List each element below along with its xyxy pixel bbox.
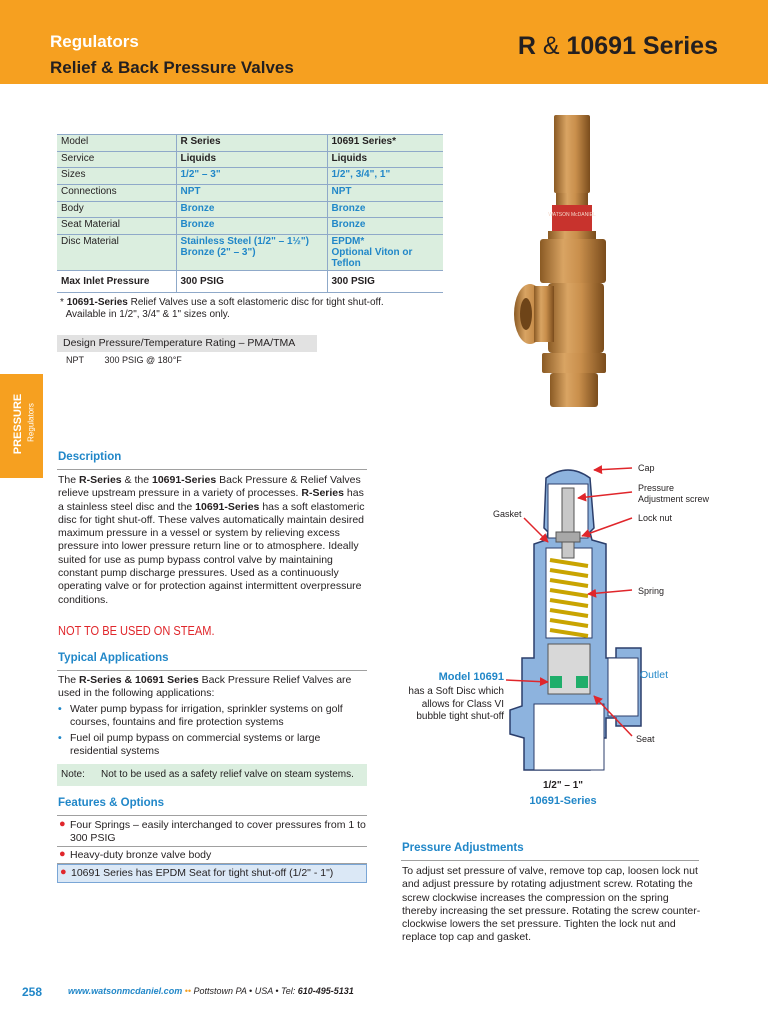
cell-line: Optional Viton or Teflon — [331, 247, 413, 270]
adjustments-text: To adjust set pressure of valve, remove top cap, loosen lock nut and adjust pressure by rotating adjustment screw. Rotating the screw clockwise increases the compression on the spring thereby increasing the set pressure. Rotating the screw counter-clockwise lowers the set pressure. Tighten the lock nut and replace top cap and gasket. — [402, 865, 701, 944]
bullet-icon: ● — [59, 818, 66, 830]
table-cell: 300 PSIG — [327, 271, 443, 293]
footer-address: Pottstown PA • USA • Tel: — [191, 986, 298, 996]
adjustments-heading: Pressure Adjustments — [402, 842, 524, 854]
table-cell: Bronze — [176, 201, 327, 218]
table-row — [57, 168, 443, 185]
table-cell: 10691 Series* — [327, 135, 443, 152]
applications-heading: Typical Applications — [58, 652, 169, 664]
table-cell: Bronze — [176, 218, 327, 235]
website-link[interactable]: www.watsonmcdaniel.com — [68, 986, 183, 996]
feature-item — [57, 847, 367, 864]
note-text: Not to be used as a safety relief valve on steam systems. — [101, 769, 354, 780]
table-cell: Liquids — [176, 151, 327, 168]
list-item-text: Fuel oil pump bypass on commercial systems or large residential systems — [70, 732, 321, 758]
model-description: has a Soft Disc which allows for Class VI bubble tight shut-off — [408, 686, 504, 722]
category-title: Regulators — [50, 32, 139, 51]
divider — [57, 815, 367, 816]
table-cell: Seat Material — [57, 218, 176, 235]
table-cell: NPT — [327, 185, 443, 202]
photo-label: WATSON McDANIEL — [548, 212, 596, 218]
feature-item — [57, 817, 367, 847]
applications-intro — [58, 674, 368, 701]
page-number: 258 — [22, 985, 43, 999]
bullet-icon: ● — [60, 866, 67, 878]
table-cell: Bronze — [327, 218, 443, 235]
table-row — [57, 218, 443, 235]
spec-footnote — [60, 297, 420, 321]
divider — [57, 469, 367, 470]
table-row — [57, 201, 443, 218]
text-run: Back Pressure & Relief Valves relieve upstream pressure in a variety of processes. — [58, 474, 361, 500]
feature-text: Heavy-duty bronze valve body — [70, 849, 212, 861]
footnote-bold: 10691-Series — [66, 297, 128, 308]
table-cell: Model — [57, 135, 176, 152]
valve-photo — [508, 110, 638, 412]
text-bold: R-Series & 10691 Series — [79, 674, 199, 686]
table-row — [57, 151, 443, 168]
lock-nut — [556, 532, 580, 542]
table-cell: 1/2" – 3" — [176, 168, 327, 185]
table-cell: Sizes — [57, 168, 176, 185]
model-title: Model 10691 — [438, 671, 504, 683]
label-line: Pressure — [638, 483, 675, 493]
text-bold: 10691-Series — [151, 474, 217, 486]
diagram-series: 10691-Series — [529, 795, 597, 807]
footnote-text: Relief Valves use a soft elastomeric disc for tight shut-off. — [127, 297, 384, 308]
text-run: has a stainless steel disc and the — [58, 487, 364, 513]
features-heading: Features & Options — [58, 797, 165, 809]
table-cell — [176, 235, 327, 271]
table-cell: NPT — [176, 185, 327, 202]
design-connection: NPT — [66, 355, 84, 365]
series-amp: & — [542, 32, 560, 60]
table-cell: 1/2", 3/4", 1" — [327, 168, 443, 185]
steam-warning: NOT TO BE USED ON STEAM. — [58, 623, 215, 638]
list-item — [58, 732, 358, 759]
text-run: & the — [121, 474, 152, 486]
footnote-line2: Available in 1/2", 3/4" & 1" sizes only. — [65, 309, 230, 320]
footer — [68, 986, 354, 996]
label-outlet: Outlet — [640, 669, 669, 681]
list-item — [58, 703, 358, 730]
label-spring: Spring — [638, 586, 665, 596]
note-bar — [57, 764, 367, 786]
description-text — [58, 474, 368, 607]
text-run: has a soft elastomeric disc for tight shut-off. These valves automatically maintain desired maximum pressure in a vessel or system by relieving excess pressure into lower pressure return line or to atmosphere. Ideally suited for use as pump bypass control valve by maintaining constant pump discharge pressures. Used as a continuously operating valve or for protection against intermittent overpressure conditions. — [58, 500, 365, 606]
description-heading: Description — [58, 451, 122, 463]
table-cell: Service — [57, 151, 176, 168]
list-item-text: Water pump bypass for irrigation, sprinkler systems on golf courses, fountains and fire protection systems — [70, 703, 343, 729]
series-title — [518, 32, 718, 61]
table-cell: Disc Material — [57, 235, 176, 271]
design-rating-row — [66, 355, 182, 365]
label-gasket: Gasket — [493, 509, 522, 519]
header-band — [0, 0, 768, 84]
note-label: Note: — [61, 769, 85, 780]
text-run: Back Pressure Relief Valves are used in the following applications: — [58, 674, 352, 700]
feature-item-highlighted — [57, 864, 367, 883]
table-row — [57, 271, 443, 293]
soft-disc — [550, 676, 562, 688]
section-tab-sub: Regulators — [26, 403, 36, 442]
label-seat: Seat — [636, 734, 655, 744]
divider — [57, 670, 367, 671]
page-subtitle: Relief & Back Pressure Valves — [50, 58, 294, 77]
feature-text: 10691 Series has EPDM Seat for tight shut-off (1/2" - 1") — [71, 867, 334, 879]
adjustment-screw — [562, 488, 574, 558]
design-rating-title: Design Pressure/Temperature Rating – PMA/TMA — [57, 335, 317, 352]
diagram-size: 1/2" – 1" — [542, 780, 584, 791]
series-r: R — [517, 32, 536, 60]
text-bold: 10691-Series — [195, 500, 260, 513]
table-row — [57, 235, 443, 271]
table-cell: Liquids — [327, 151, 443, 168]
table-row — [57, 185, 443, 202]
table-cell: Connections — [57, 185, 176, 202]
text-bold: R-Series — [79, 474, 122, 486]
table-cell: Max Inlet Pressure — [57, 271, 176, 293]
feature-text: Four Springs – easily interchanged to cover pressures from 1 to 300 PSIG — [70, 819, 366, 844]
table-cell: Body — [57, 201, 176, 218]
table-row — [57, 135, 443, 152]
section-tab[interactable] — [0, 374, 43, 478]
table-cell — [327, 235, 443, 271]
cell-line: Bronze (2" – 3") — [180, 247, 256, 259]
footnote-star: * — [60, 297, 64, 308]
section-tab-main: PRESSURE — [12, 393, 24, 455]
table-cell: Bronze — [327, 201, 443, 218]
text-run: The — [58, 674, 80, 686]
spec-table — [57, 134, 443, 293]
table-cell: R Series — [176, 135, 327, 152]
bullet-icon: • — [58, 732, 62, 744]
footer-phone: 610-495-5131 — [297, 986, 354, 996]
label-adjustment-screw — [638, 483, 709, 504]
footer-dots: •• — [184, 986, 192, 996]
bullet-icon: • — [58, 703, 62, 715]
text-bold: R-Series — [301, 487, 344, 500]
table-cell: 300 PSIG — [176, 271, 327, 293]
label-cap: Cap — [638, 463, 655, 473]
cell-line: Stainless Steel (1/2" – 1½") — [180, 236, 309, 248]
series-number: 10691 Series — [566, 32, 718, 60]
design-rating-value: 300 PSIG @ 180°F — [104, 355, 182, 365]
divider — [401, 860, 699, 861]
text-run: The — [58, 474, 80, 486]
label-line: Adjustment screw — [638, 493, 710, 504]
bullet-icon: ● — [59, 848, 66, 860]
label-lock-nut: Lock nut — [638, 513, 673, 523]
label-inlet: Inlet — [560, 747, 579, 758]
cell-line: EPDM* — [331, 236, 365, 248]
